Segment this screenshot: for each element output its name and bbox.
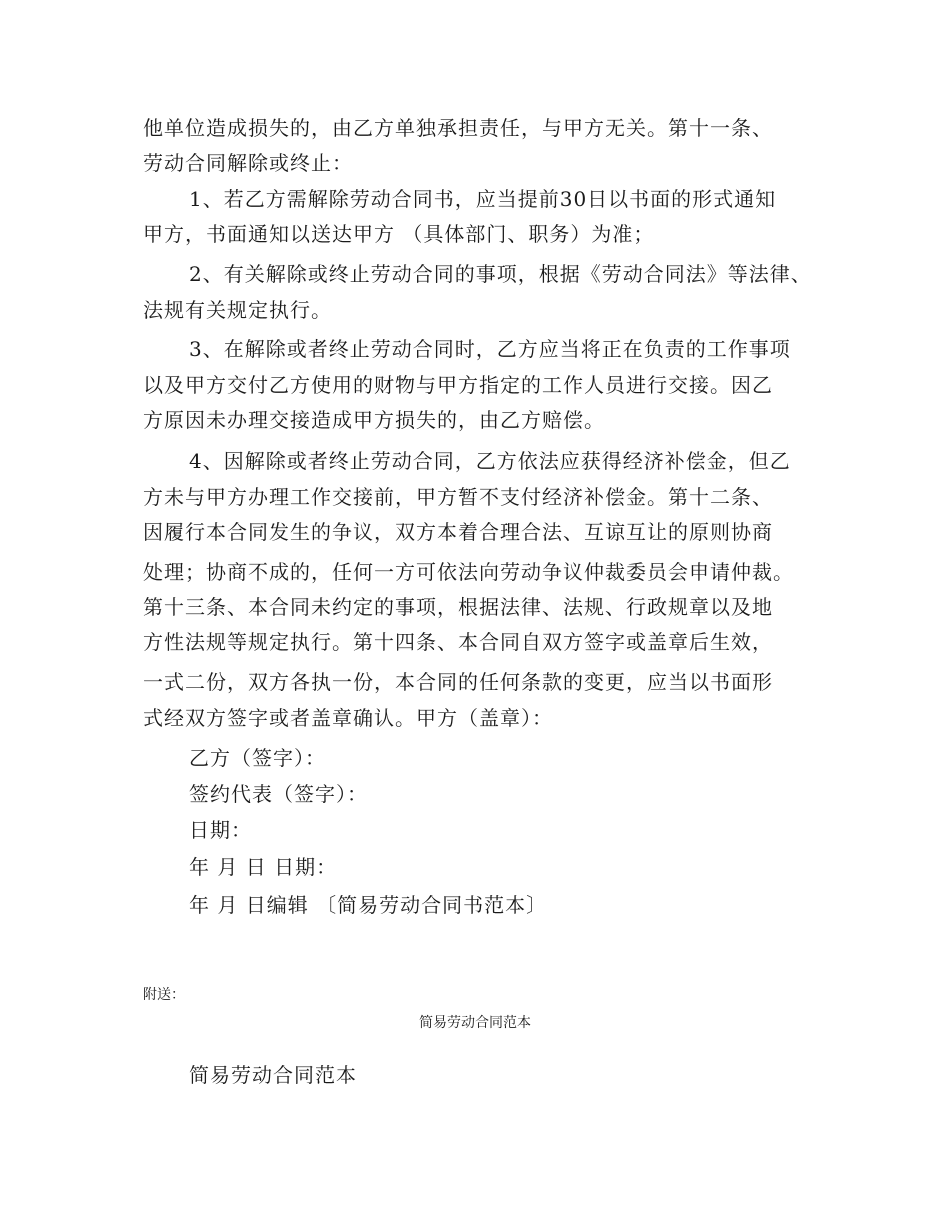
body-line-17: 式经双方签字或者盖章确认。甲方（盖章）： <box>143 706 553 730</box>
signature-representative: 签约代表（签字）： <box>189 782 368 806</box>
signature-edit-note: 年 月 日编辑 〔简易劳动合同书范本〕 <box>189 893 548 917</box>
body-line-4: 甲方，书面通知以送达甲方 （具体部门、职务）为准； <box>143 222 655 246</box>
body-line-12: 因履行本合同发生的争议，双方本着合理合法、互谅互让的原则协商 <box>143 520 773 544</box>
body-line-13: 处理；协商不成的，任何一方可依法向劳动争议仲裁委员会申请仲裁。 <box>143 560 794 584</box>
signature-party-b: 乙方（签字）： <box>189 746 326 770</box>
body-line-15: 方性法规等规定执行。第十四条、本合同自双方签字或盖章后生效， <box>143 630 773 654</box>
appendix-centered-title: 简易劳动合同范本 <box>419 1015 531 1031</box>
body-line-11: 方未与甲方办理工作交接前，甲方暂不支付经济补偿金。第十二条、 <box>143 485 773 509</box>
body-line-3: 1、若乙方需解除劳动合同书，应当提前30日以书面的形式通知 <box>189 187 777 211</box>
body-line-9: 方原因未办理交接造成甲方损失的，由乙方赔偿。 <box>143 408 605 432</box>
body-line-16: 一式二份，双方各执一份，本合同的任何条款的变更，应当以书面形 <box>143 670 773 694</box>
body-line-14: 第十三条、本合同未约定的事项，根据法律、法规、行政规章以及地 <box>143 595 773 619</box>
body-line-7: 3、在解除或者终止劳动合同时，乙方应当将正在负责的工作事项 <box>189 337 791 361</box>
body-line-1: 他单位造成损失的，由乙方单独承担责任，与甲方无关。第十一条、 <box>143 116 773 140</box>
body-line-10: 4、因解除或者终止劳动合同，乙方依法应获得经济补偿金，但乙 <box>189 449 791 473</box>
signature-date: 日期： <box>189 818 252 842</box>
body-line-6: 法规有关规定执行。 <box>143 298 332 322</box>
body-line-5: 2、有关解除或终止劳动合同的事项，根据《劳动合同法》等法律、 <box>189 262 812 286</box>
body-line-2: 劳动合同解除或终止： <box>143 151 353 175</box>
appendix-heading: 简易劳动合同范本 <box>189 1063 357 1087</box>
body-line-8: 以及甲方交付乙方使用的财物与甲方指定的工作人员进行交接。因乙 <box>143 373 773 397</box>
signature-date-2: 年 月 日 日期： <box>189 855 338 879</box>
appendix-label: 附送： <box>143 987 185 1003</box>
